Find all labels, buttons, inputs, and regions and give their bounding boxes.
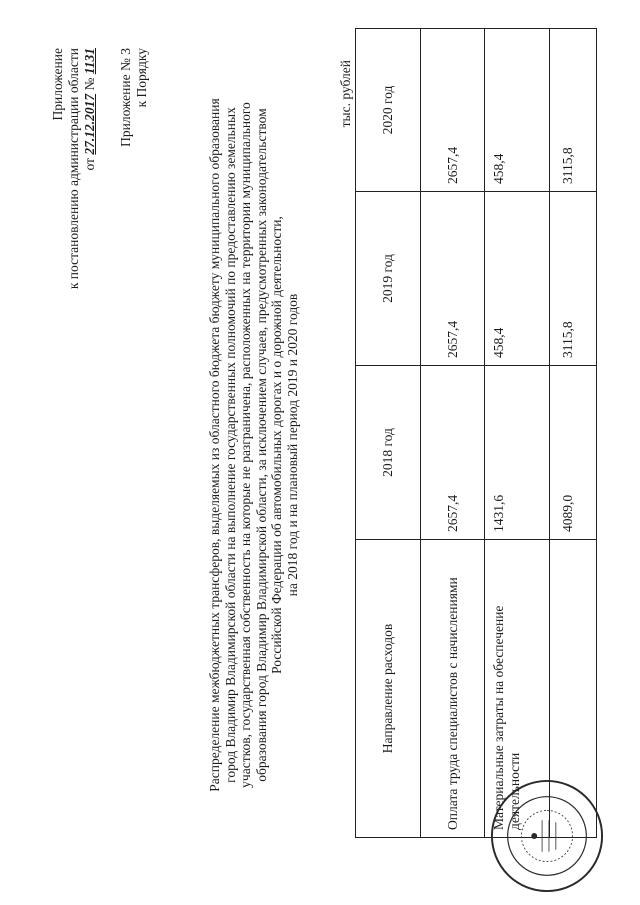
header-cell-direction: Направление расходов bbox=[356, 540, 421, 838]
allocation-table bbox=[355, 28, 597, 838]
cell-value: 458,4 bbox=[485, 29, 550, 192]
title-line: образования город Владимир Владимирской области, за исключением случаев, предусмотренных законодательством bbox=[253, 108, 269, 782]
title-line: Российской Федерации об автомобильных дорогах и о дорожной деятельности, bbox=[269, 216, 284, 674]
cell-value: 3115,8 bbox=[550, 29, 597, 192]
cell-value: 1431,6 bbox=[485, 366, 550, 540]
cell-value: 2657,4 bbox=[421, 366, 485, 540]
order-appendix-label: Приложение № 3 bbox=[118, 48, 133, 147]
cell-value: 458,4 bbox=[485, 192, 550, 366]
header-cell-2019: 2019 год bbox=[356, 192, 421, 366]
cell-value: 2657,4 bbox=[421, 29, 485, 192]
order-label: к Порядку bbox=[134, 48, 149, 108]
row-label: Материальные затраты на обеспечение деятельности bbox=[485, 540, 550, 838]
title-line: участков, государственная собственность на которые не разграничена, расположенных на территории муниципального bbox=[238, 102, 253, 788]
appendix-header bbox=[50, 48, 98, 289]
header-cell-2020: 2020 год bbox=[356, 29, 421, 192]
cell-value: 4089,0 bbox=[550, 366, 597, 540]
cell-value: 2657,4 bbox=[421, 192, 485, 366]
row-label: Оплата труда специалистов с начислениями bbox=[421, 540, 485, 838]
decree-date: 27.12.2017 bbox=[82, 93, 97, 155]
title-line: Распределение межбюджетных трансферов, выделяемых из областного бюджета бюджету муниципального образования bbox=[207, 98, 222, 792]
decree-label: к постановлению администрации области bbox=[66, 48, 81, 290]
appendix-label: Приложение bbox=[50, 48, 65, 121]
decree-date-line bbox=[82, 48, 98, 289]
cell-value: 3115,8 bbox=[550, 192, 597, 366]
title-line: город Владимир Владимирской области на выполнение государственных полномочий по предоставлению земельных bbox=[222, 107, 238, 783]
order-appendix-header bbox=[118, 48, 150, 147]
table-row bbox=[485, 29, 550, 838]
number-prefix: № bbox=[82, 77, 97, 91]
official-seal-icon bbox=[488, 777, 606, 895]
date-prefix: от bbox=[82, 158, 97, 171]
table-header-row bbox=[356, 29, 421, 838]
header-cell-2018: 2018 год bbox=[356, 366, 421, 540]
document-title bbox=[207, 65, 300, 825]
unit-label: тыс. рублей bbox=[338, 60, 353, 128]
table-row bbox=[421, 29, 485, 838]
title-line: на 2018 год и на плановый период 2019 и 2020 годов bbox=[284, 293, 300, 597]
decree-number: 1131 bbox=[82, 48, 97, 75]
table-row bbox=[550, 29, 597, 838]
